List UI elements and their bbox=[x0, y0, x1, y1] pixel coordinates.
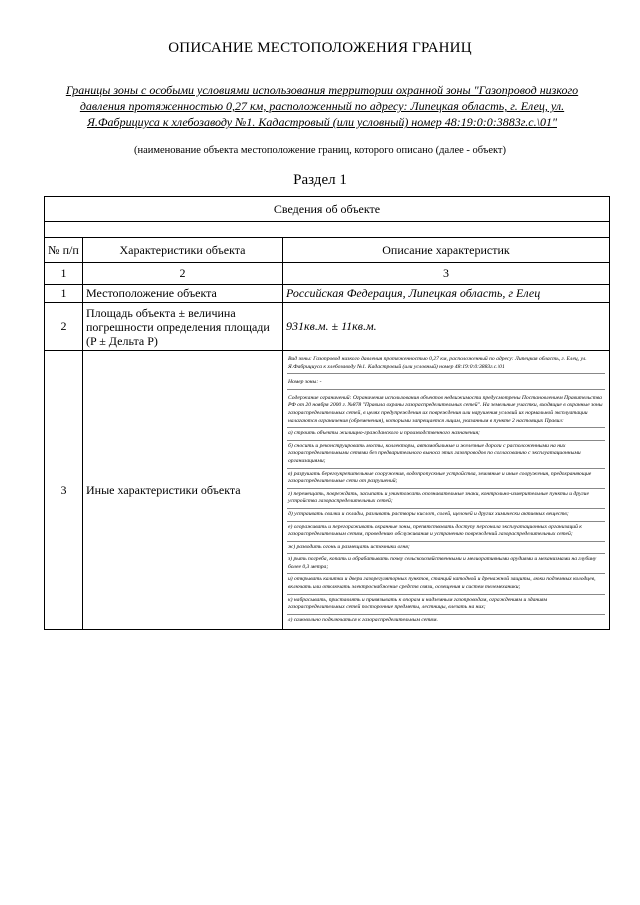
restriction-item: г) перемещать, повреждать, засыпать и уничтожать опознавательные знаки, контрольно-измерительные пункты и другие устройства газораспределительных сетей; bbox=[287, 489, 605, 509]
header-number: № п/п bbox=[45, 238, 83, 263]
row-number: 1 bbox=[45, 285, 83, 303]
restriction-item: л) самовольно подключаться к газораспределительным сетям. bbox=[288, 616, 438, 623]
column-number: 1 bbox=[45, 263, 83, 285]
row-characteristic: Иные характеристики объекта bbox=[83, 351, 283, 630]
table-spacer-row bbox=[45, 222, 610, 238]
restriction-item: и) открывать калитки и двери газорегуляторных пунктов, станций катодной и дренажной защиты, люки подземных колодцев, включать или отключать электроснабжение средств связи, освещения и систем телемеханики; bbox=[287, 574, 605, 594]
restriction-item: е) огораживать и перегораживать охранные зоны, препятствовать доступу персонала эксплуатационных организаций к газораспределительным сетям, проведению обслуживания и устранению повреждений газораспределительных сетей; bbox=[287, 522, 605, 542]
restrictions-text: Содержание ограничений: Ограничения использования объектов недвижимости предусмотрены Постановлением Правительства РФ от 20 ноября 2000 г. №878 "Правила охраны газораспределительных сетей". На земельные участки, входящие в охранные зоны газораспределительных сетей, в целях предупреждения их повреждения или нарушения условий их нормальной эксплуатации налагаются ограничения (обременения), которыми запрещается лицам, указанным в пункте 2 настоящих Правил: bbox=[287, 393, 605, 428]
object-description-line: Я.Фабрициуса к хлебозаводу №1. Кадастровый (или условный) номер 48:19:0:0:3883г.с.\01" bbox=[87, 115, 557, 129]
table-caption: Сведения об объекте bbox=[45, 197, 610, 222]
object-description-line: давления протяженностью 0,27 км, расположенный по адресу: Липецкая область, г. Елец, ул. bbox=[79, 99, 565, 113]
restriction-item: з) рыть погреба, копать и обрабатывать почву сельскохозяйственными и мелиоративными орудиями и механизмами на глубину более 0,3 метра; bbox=[287, 554, 605, 574]
restrictions-cell bbox=[283, 351, 610, 630]
header-description: Описание характеристик bbox=[283, 238, 610, 263]
row-value: Российская Федерация, Липецкая область, г Елец bbox=[283, 285, 610, 303]
object-caption: (наименование объекта местоположение границ, которого описано (далее - объект) bbox=[133, 145, 507, 156]
restriction-item: ж) разводить огонь и размещать источники огня; bbox=[287, 542, 605, 555]
restriction-item: в) разрушать берегоукрепительные сооружения, водопропускные устройства, земляные и иные сооружения, предохраняющие газораспределительные сети от разрушений; bbox=[287, 469, 605, 489]
document-title: ОПИСАНИЕ МЕСТОПОЛОЖЕНИЯ ГРАНИЦ bbox=[168, 40, 472, 56]
table-row bbox=[45, 285, 610, 303]
zone-number-text: Номер зоны: - bbox=[287, 377, 605, 390]
column-number: 2 bbox=[83, 263, 283, 285]
object-description bbox=[62, 82, 582, 130]
column-number: 3 bbox=[283, 263, 610, 285]
table-row bbox=[45, 303, 610, 351]
row-number: 3 bbox=[45, 351, 83, 630]
section-heading: Раздел 1 bbox=[293, 172, 347, 188]
row-characteristic: Местоположение объекта bbox=[83, 285, 283, 303]
restriction-item: а) строить объекты жилищно-гражданского и производственного назначения; bbox=[287, 428, 605, 441]
object-description-line: Границы зоны с особыми условиями использования территории охранной зоны "Газопровод низкого bbox=[65, 83, 579, 97]
restriction-item: к) набрасывать, приставлять и привязывать к опорам и надземным газопроводам, ограждениям и зданиям газораспределительных сетей посторонние предметы, лестницы, влезать на них; bbox=[287, 595, 605, 615]
table-spacer-cell bbox=[45, 222, 610, 238]
row-characteristic: Площадь объекта ± величина погрешности определения площади (P ± Дельта P) bbox=[83, 303, 283, 351]
row-value: 931кв.м. ± 11кв.м. bbox=[283, 303, 610, 351]
header-characteristic: Характеристики объекта bbox=[83, 238, 283, 263]
column-number-row bbox=[45, 263, 610, 285]
restriction-item: б) сносить и реконструировать мосты, коллекторы, автомобильные и железные дороги с расположенными на них газораспределительными сетями без предварительного выноса этих газопроводов по согласованию с эксплуатационными организациями; bbox=[287, 441, 605, 469]
table-row bbox=[45, 351, 610, 630]
restriction-item: д) устраивать свалки и склады, разливать растворы кислот, солей, щелочей и других химически активных веществ; bbox=[287, 509, 605, 522]
table-caption-row bbox=[45, 197, 610, 222]
object-info-table bbox=[44, 196, 610, 630]
zone-type-text: Вид зоны: Газопровод низкого давления протяженностью 0,27 км, расположенный по адресу: Липецкая область, г. Елец, ул. Я.Фабрициуса к хлебозаводу №1. Кадастровый (или условный) номер 48:19:0:0:3883г.с.\01 bbox=[287, 354, 605, 374]
row-number: 2 bbox=[45, 303, 83, 351]
table-header-row bbox=[45, 238, 610, 263]
